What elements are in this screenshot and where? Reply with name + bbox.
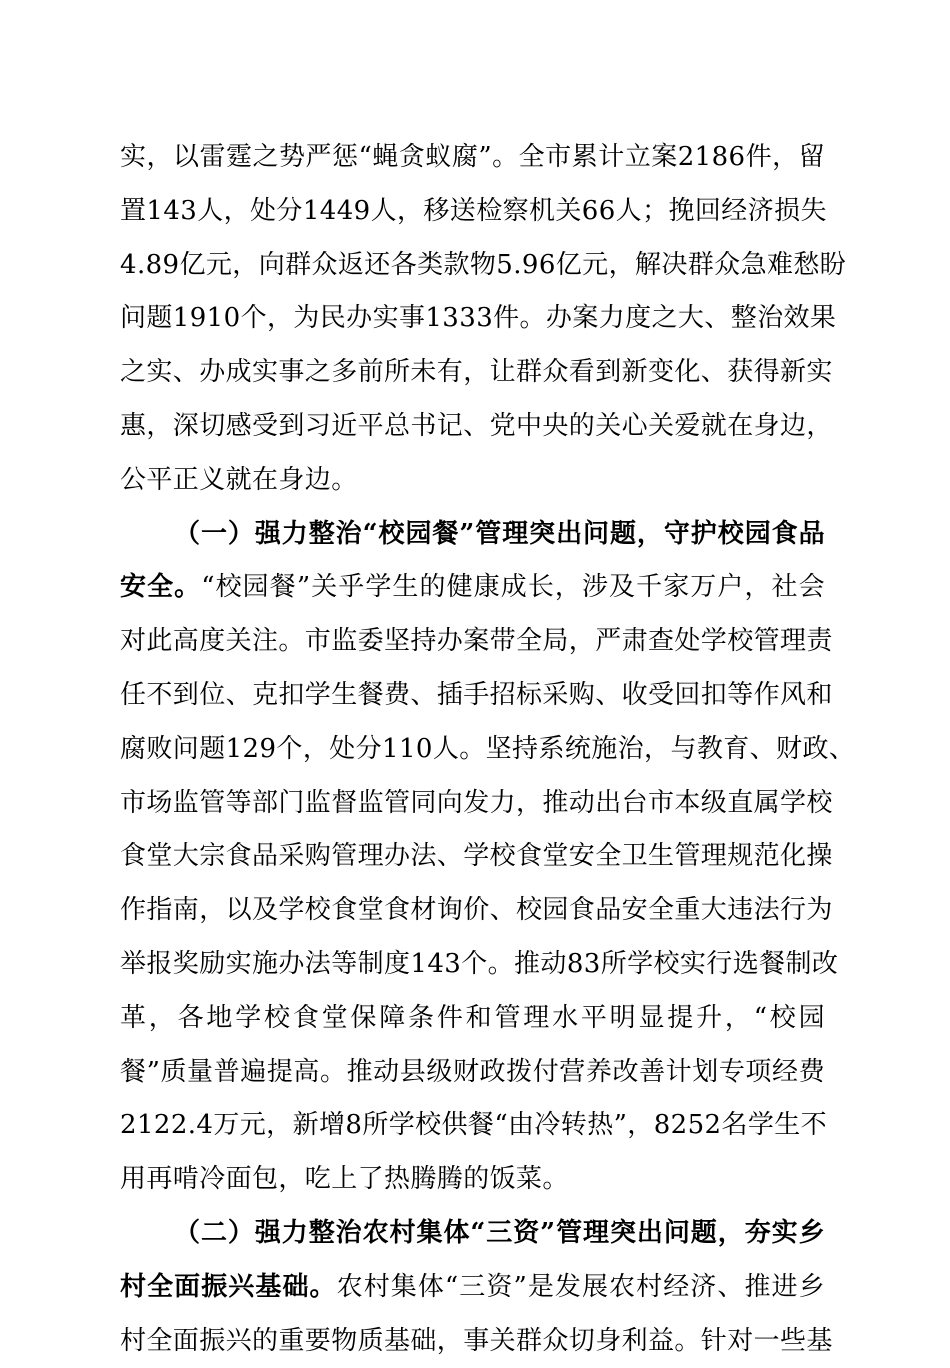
text-line: 腐败问题129个，处分110人。坚持系统施治，与教育、财政、 bbox=[120, 733, 856, 764]
text-line: 惠，深切感受到习近平总书记、党中央的关心关爱就在身边， bbox=[120, 410, 833, 441]
section-heading-tail: 安全。 bbox=[120, 572, 202, 603]
document-page bbox=[120, 131, 856, 1368]
text-line: 2122.4万元，新增8所学校供餐“由冷转热”，8252名学生不 bbox=[120, 1110, 828, 1141]
text-line: 公平正义就在身边。 bbox=[120, 464, 358, 495]
text-line: 实，以雷霆之势严惩“蝇贪蚁腐”。全市累计立案2186件，留 bbox=[120, 142, 825, 172]
text-line: 餐”质量普遍提高。推动县级财政拨付营养改善计划专项经费 bbox=[120, 1056, 825, 1087]
text-line: 对此高度关注。市监委坚持办案带全局，严肃查处学校管理责 bbox=[120, 626, 833, 657]
text-line: 食堂大宗食品采购管理办法、学校食堂安全卫生管理规范化操 bbox=[120, 841, 833, 872]
text-line: 用再啃冷面包，吃上了热腾腾的饭菜。 bbox=[120, 1164, 569, 1195]
text-line: 之实、办成实事之多前所未有，让群众看到新变化、获得新实 bbox=[120, 357, 833, 388]
section-heading-line: （一）强力整治“校园餐”管理突出问题，守护校园食品 bbox=[174, 518, 825, 549]
text-span: 农村集体“三资”是发展农村经济、推进乡 bbox=[336, 1271, 826, 1302]
section-heading-line: （二）强力整治农村集体“三资”管理突出问题，夯实乡 bbox=[174, 1217, 825, 1248]
text-line: 作指南，以及学校食堂食材询价、校园食品安全重大违法行为 bbox=[120, 895, 833, 926]
text-line: 置143人，处分1449人，移送检察机关66人；挽回经济损失 bbox=[120, 195, 827, 226]
section-heading-tail: 村全面振兴基础。 bbox=[120, 1271, 337, 1302]
text-line: 举报奖励实施办法等制度143个。推动83所学校实行选餐制改 bbox=[120, 948, 839, 979]
paragraph-1 bbox=[120, 131, 847, 508]
paragraph-2 bbox=[120, 508, 856, 1207]
text-line bbox=[120, 1261, 825, 1315]
text-line bbox=[120, 561, 825, 615]
text-line: 问题1910个，为民办实事1333件。办案力度之大、整治效果 bbox=[120, 303, 837, 334]
text-line: 4.89亿元，向群众返还各类款物5.96亿元，解决群众急难愁盼 bbox=[120, 249, 847, 280]
text-line: 村全面振兴的重要物质基础，事关群众切身利益。针对一些基 bbox=[120, 1325, 833, 1356]
text-line: 革，各地学校食堂保障条件和管理水平明显提升，“校园 bbox=[120, 1002, 825, 1033]
text-span: “校园餐”关乎学生的健康成长，涉及千家万户，社会 bbox=[201, 572, 825, 603]
text-line: 任不到位、克扣学生餐费、插手招标采购、收受回扣等作风和 bbox=[120, 679, 833, 710]
text-line: 市场监管等部门监督监管同向发力，推动出台市本级直属学校 bbox=[120, 787, 833, 818]
